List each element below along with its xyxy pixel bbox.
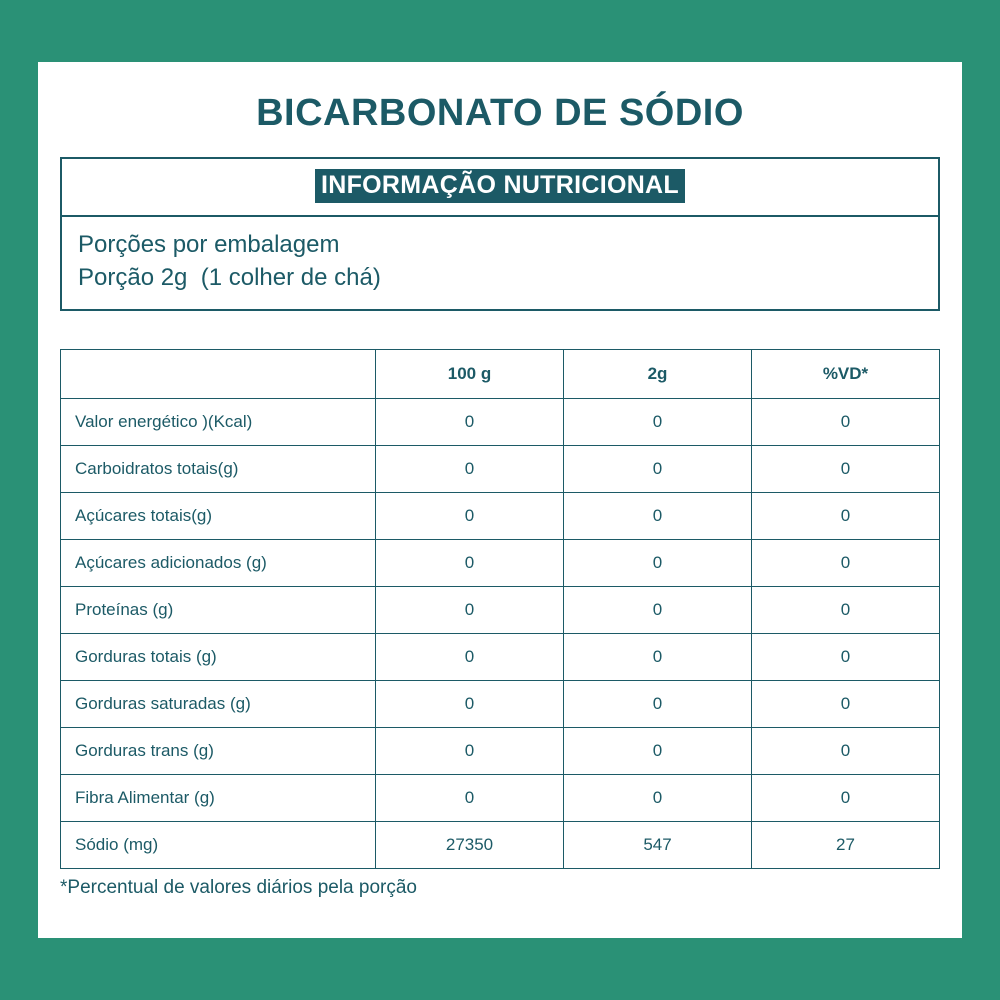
header-vd: %VD* bbox=[752, 349, 940, 398]
nutrition-table-head bbox=[61, 349, 940, 398]
cell-per-portion: 0 bbox=[564, 539, 752, 586]
cell-nutrient: Gorduras totais (g) bbox=[61, 633, 376, 680]
nutrition-header-row bbox=[62, 159, 938, 217]
cell-vd: 0 bbox=[752, 539, 940, 586]
cell-per-100g: 0 bbox=[376, 586, 564, 633]
cell-per-100g: 0 bbox=[376, 398, 564, 445]
cell-nutrient: Açúcares adicionados (g) bbox=[61, 539, 376, 586]
cell-per-100g: 0 bbox=[376, 633, 564, 680]
table-row bbox=[61, 445, 940, 492]
table-row bbox=[61, 539, 940, 586]
table-row bbox=[61, 821, 940, 868]
cell-per-100g: 0 bbox=[376, 774, 564, 821]
cell-vd: 0 bbox=[752, 586, 940, 633]
cell-nutrient: Valor energético )(Kcal) bbox=[61, 398, 376, 445]
header-per-100g: 100 g bbox=[376, 349, 564, 398]
cell-vd: 27 bbox=[752, 821, 940, 868]
cell-per-portion: 0 bbox=[564, 398, 752, 445]
table-row bbox=[61, 774, 940, 821]
cell-nutrient: Sódio (mg) bbox=[61, 821, 376, 868]
cell-per-portion: 0 bbox=[564, 680, 752, 727]
cell-vd: 0 bbox=[752, 633, 940, 680]
table-row bbox=[61, 633, 940, 680]
cell-per-100g: 0 bbox=[376, 680, 564, 727]
cell-vd: 0 bbox=[752, 680, 940, 727]
table-header-row bbox=[61, 349, 940, 398]
cell-per-100g: 0 bbox=[376, 727, 564, 774]
cell-per-portion: 0 bbox=[564, 727, 752, 774]
cell-vd: 0 bbox=[752, 492, 940, 539]
nutrition-table-body bbox=[61, 398, 940, 868]
cell-per-portion: 0 bbox=[564, 586, 752, 633]
servings-per-package: Porções por embalagem bbox=[78, 231, 340, 258]
table-row bbox=[61, 680, 940, 727]
table-row bbox=[61, 727, 940, 774]
cell-nutrient: Fibra Alimentar (g) bbox=[61, 774, 376, 821]
cell-per-portion: 0 bbox=[564, 445, 752, 492]
header-nutrient bbox=[61, 349, 376, 398]
cell-nutrient: Açúcares totais(g) bbox=[61, 492, 376, 539]
table-footnote: *Percentual de valores diários pela porção bbox=[60, 876, 417, 898]
cell-per-portion: 0 bbox=[564, 633, 752, 680]
cell-vd: 0 bbox=[752, 398, 940, 445]
product-title: BICARBONATO DE SÓDIO bbox=[256, 92, 744, 134]
cell-per-100g: 0 bbox=[376, 445, 564, 492]
nutrition-header-title: INFORMAÇÃO NUTRICIONAL bbox=[315, 169, 685, 203]
cell-per-100g: 27350 bbox=[376, 821, 564, 868]
servings-info bbox=[62, 217, 938, 309]
serving-size: Porção 2g (1 colher de chá) bbox=[78, 263, 381, 291]
cell-vd: 0 bbox=[752, 727, 940, 774]
cell-nutrient: Carboidratos totais(g) bbox=[61, 445, 376, 492]
nutrition-table bbox=[60, 349, 940, 869]
table-row bbox=[61, 586, 940, 633]
cell-nutrient: Gorduras saturadas (g) bbox=[61, 680, 376, 727]
cell-per-portion: 0 bbox=[564, 492, 752, 539]
cell-per-100g: 0 bbox=[376, 492, 564, 539]
cell-per-portion: 0 bbox=[564, 774, 752, 821]
cell-vd: 0 bbox=[752, 774, 940, 821]
cell-nutrient: Proteínas (g) bbox=[61, 586, 376, 633]
cell-per-100g: 0 bbox=[376, 539, 564, 586]
cell-nutrient: Gorduras trans (g) bbox=[61, 727, 376, 774]
cell-vd: 0 bbox=[752, 445, 940, 492]
nutrition-header-box bbox=[60, 157, 940, 311]
cell-per-portion: 547 bbox=[564, 821, 752, 868]
table-row bbox=[61, 398, 940, 445]
nutrition-label-card bbox=[38, 62, 962, 938]
table-row bbox=[61, 492, 940, 539]
header-per-portion: 2g bbox=[564, 349, 752, 398]
